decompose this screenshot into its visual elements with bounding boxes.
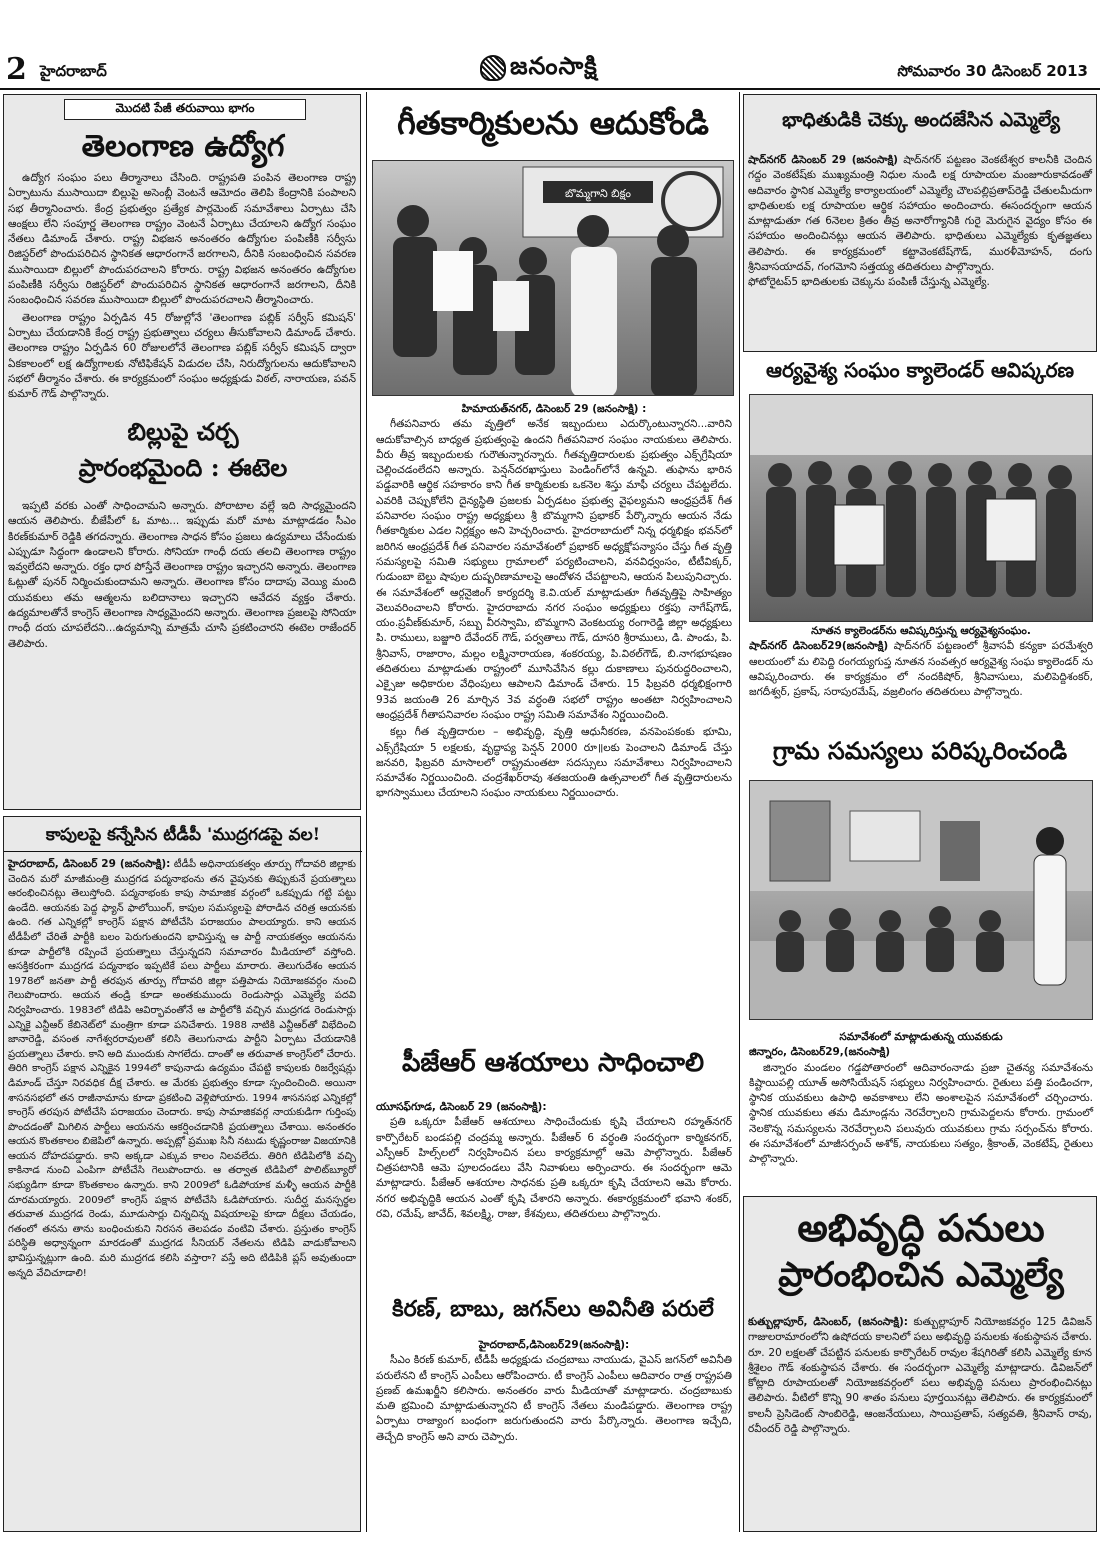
headline: పీజేఆర్ ఆశయాలు సాధించాలి <box>401 1048 705 1078</box>
article-body <box>749 1030 1093 1170</box>
dateline: యూసఫ్‌గూడ, డిసెంబర్ 29 (జనంసాక్షి): <box>376 1101 547 1113</box>
paragraph: షాద్‌నగర్ పట్టణం వెంకటేశ్వర కాలనీకి చెందిన గద్దం వెంకటేష్‌కు ముఖ్యమంత్రి నిధుల నుండి లక్ష రూపాయల మంజూరుకావడంతో ఆదివారం స్థానిక ఎమ్మెల్యే కార్యాలయంలో ఎమ్మెల్యే చౌలపల్లిప్రతాప్‌రెడ్డి చేతులమీదుగా భాధితులకు లక్ష రూపాయల ఆర్థిక సహాయం అందించారు. ఈసందర్భంగా ఆయన మాట్లాడుతూ గత 6నెలల క్రితం తీవ్ర అనారోగ్యానికి గురై మెరుగైన వైద్యం కోసం ఈ సహాయం అందించినట్లు ఆయన తెలిపారు. భాధితులు ఎమ్మెల్యేకు కృతజ్ఞతలు తెలిపారు. ఈ కార్యక్రమంలో కట్టావెంకటేష్‌గౌడ్, మురళీమోహన్, దంగు శ్రీనివాసయాదవ్, గంగమోని సత్తయ్య తదితరులు పాల్గొన్నారు. <box>748 154 1092 274</box>
dateline: హిమాయత్‌నగర్, డిసెంబర్ 29 (జనంసాక్షి) : <box>461 403 647 415</box>
article-body <box>749 624 1093 700</box>
divider <box>4 851 362 852</box>
dateline: హైదరాబాద్, డిసెంబర్ 29 (జనంసాక్షి): <box>8 858 171 870</box>
dateline: కుత్బుల్లాపూర్, డిసెంబర్, (జనంసాక్షి): <box>748 1316 909 1328</box>
headline: ప్రారంభమైంది : ఈటెల <box>78 453 288 482</box>
dateline: జిన్నారం, డిసెంబర్29,(జనంసాక్షి) <box>749 1046 891 1059</box>
headline: కిరణ్, బాబు, జగన్‌లు అవినీతి పరులే <box>392 1296 714 1322</box>
paragraph: టీడీపీ అధినాయకత్వం తూర్పు గోదావరి జిల్లాకు చెందిన మరో మాజీమంత్రి ముద్రగడ పద్మనాభంను తన వైపునకు తిప్పుకునే ప్రయత్నాలు ఆరంభించినట్లు తెలుస్తోంది. పద్మనాభంకు కాపు సామాజిక వర్గంలో ఒకప్పుడు గట్టి పట్టు ఉండేది. ఆయనకు పెద్ద ఫ్యాన్ ఫాలోయింగ్, కాపుల సమస్యలపై పోరాడిన చరిత్ర ఆయనకు ఉంది. గత ఎన్నికల్లో కాంగ్రెస్ పక్షాన పోటీచేసి పరాజయం పాలయ్యారు. కాని ఆయన టీడీపీలో చేరితే పార్టీకి బలం పెరుగుతుందని భావిస్తున్న ఆ పార్టీ నాయకత్వం ఆయనను కూడా పార్టీలోకి రప్పించే ప్రయత్నాలు చేస్తున్నదని సమాచారం మీడియాలో వస్తోంది. ఆసక్తికరంగా ముద్రగడ పద్మనాభం ఇప్పటికే పలు పార్టీలు మారారు. తెలుగుదేశం ఆయన 1978లో జనతా పార్టీ తరపున తూర్పు గోదావరి జిల్లా పత్తిపాడు నియోజకవర్గం నుంచి గెలుపొందారు. ఆయన తండ్రి కూడా అంతకుముందు రెండుసార్లు ఎమ్మెల్యే పదవి నిర్వహించారు. 1983లో టిడిపి ఆవిర్భావంతోనే ఆ పార్టీలోకి వచ్చిన ముద్రగడ రెండుసార్లు ఎన్నికై ఎన్టీఆర్ కేబినెట్‌లో మంత్రిగా కూడా పనిచేశారు. 1988 నాటికి ఎన్టీఆర్‌తో విభేదించి జానారెడ్డి, వసంత నాగేశ్వరరావులతో కలిసి తెలుగునాడు పార్టీని ఏర్పాటు చేయడానికి ప్రయత్నాలు చేశారు. కాని అది ముందుకు సాగలేదు. దాంతో ఆ తరువాత కాంగ్రెస్‌లో చేరారు. తిరిగి కాంగ్రెస్ పక్షాన ఎన్నికైన 1994లో కాపునాడు ఉద్యమం చేపట్టి కాపులకు రిజర్వేషన్లు డిమాండ్ చేస్తూ నిరవధిక దీక్ష చేశారు. ఆ మేరకు ప్రభుత్వం కూడా స్పందించింది. అయినా శాసనసభలో తన రాజీనామాను కూడా ప్రకటించి వెళ్లిపోయారు. 1994 శాసనసభ ఎన్నికల్లో కాంగ్రెస్ తరపున పోటీచేసి పరాజయం చెందారు. కాపు సామాజికవర్గ నాయకుడిగా గుర్తింపు పొందడంతో మిగిలిన పార్టీలు ఆయనను ఆకర్షించడానికి ప్రయత్నాలు చేశాయి. అనంతరం ఆయన కొంతకాలం బిజెపిలో ఉన్నారు. అప్పట్లో ప్రముఖ సినీ నటుడు కృష్ణంరాజు విజయానికి ఆయన దోహదపడ్డారు. కాని అక్కడా ఎక్కువ కాలం నిలవలేదు. తిరిగి టిడిపిలోకి వచ్చి కాకినాడ నుంచి ఎంపిగా పోటీచేసి గెలుపొందారు. ఆ తర్వాత టిడిపిలో పొలిట్‌బ్యూరో సభ్యుడిగా కూడా కొంతకాలం ఉన్నారు. కాని 2009లో ఓడిపోయాక మళ్ళీ ఆయన పార్టీకి దూరమయ్యారు. 2009లో కాంగ్రెస్ పక్షాన పోటీచేసి ఓడిపోయారు. సుదీర్ఘ మనస్పర్థల తరువాత ముద్రగడ రెండు, మూడుసార్లు చిన్నచిన్న విషయాలపై కూడా దీక్షలు చేయడం, గతంలో తనను తాను బంధించుకుని నిరసన తెలపడం వంటివి చేశారు. ప్రస్తుతం కాంగ్రెస్ పరిస్థితి అధ్వాన్నంగా మారడంతో ముద్రగడ సీనియర్ నేతలను టిడిపి వాడుకోవాలని భావిస్తున్నట్లుగా ఉంది. మరి ముద్రగడ కలిసి వస్తారా? వస్తే అది టిడిపికి ప్లస్ అవుతుందా అన్నది వేచిచూడాలి! <box>8 859 356 1279</box>
article-body <box>376 1338 732 1447</box>
photo-calendar-release <box>749 394 1093 622</box>
article-cheque-handover <box>743 94 1097 352</box>
masthead-logo-icon <box>480 55 506 81</box>
photo-scene <box>750 781 1093 1020</box>
dateline: షాద్‌నగర్ డిసెంబర్ 29 (జనంసాక్షి) <box>748 154 898 166</box>
paragraph: జిన్నారం మండలం గడ్డపోతారంలో ఆదివారంనాడు ప్రజా చైతన్య సమావేశంను కిష్టాయిపల్లి యూత్ అసోసియేషన్ సభ్యులు నిర్వహించారు. రైతులు పత్తి పండించగా, స్థానిక యువకులు ఉపాధి అవకాశాలు లేని అంశాలపైన సమావేశంలో చర్చించారు. స్థానిక యువకులు తమ డిమాండ్లను నెరవేర్చాలని గ్రామపెద్దలను కోరారు. గ్రామంలో నెలకొన్న సమస్యలను నెరవేర్చాలని పలువురు యువకులు గ్రామ సర్పంచ్‌ను కోరారు. ఈ సమావేశంలో మాజీసర్పంచ్ అశోక్, నాయకులు సత్యం, శ్రీకాంత్, వెంకటేష్, రైతులు పాల్గొన్నారు. <box>749 1061 1093 1166</box>
masthead <box>480 48 640 88</box>
photo-scene <box>373 161 734 396</box>
article-body <box>748 1315 1092 1437</box>
headline: తెలంగాణ ఉద్యోగ <box>81 129 285 164</box>
article-kapu-tdp <box>3 816 361 1532</box>
photo-caption: సమావేశంలో మాట్లాడుతున్న యువకుడు <box>839 1031 1003 1043</box>
article-body <box>376 402 732 804</box>
article-body <box>8 857 356 1281</box>
photo-banner-text: బొమ్మగాని బిక్షం <box>565 187 631 200</box>
photo-village-meeting <box>749 780 1093 1020</box>
article-telangana-employees <box>3 94 361 810</box>
photo-scene <box>750 395 1093 622</box>
dateline: షాద్‌నగర్ డిసెంబర్29(జనంసాక్షి) <box>749 640 889 653</box>
headline: కాపులపై కన్నేసిన టీడీపీ 'ముద్రగడపై వల! <box>45 825 321 845</box>
dateline: హైదరాబాద్,డిసెంబర్29(జనంసాక్షి): <box>478 1339 630 1351</box>
page-city: హైదరాబాద్ <box>40 62 107 80</box>
column-divider <box>366 92 367 1532</box>
issue-date: సోమవారం 30 డిసెంబర్ 2013 <box>897 62 1088 80</box>
headline: ఆర్యవైశ్య సంఘం క్యాలెండర్ ఆవిష్కరణ <box>766 358 1074 382</box>
column-divider <box>739 92 740 1532</box>
headline: అభివృద్ధి పనులు <box>797 1205 1045 1250</box>
photo-geetha-workers-meeting <box>372 160 734 396</box>
article-development-works <box>743 1196 1097 1532</box>
paragraph: సీఎం కిరణ్ కుమార్, టీడీపీ అధ్యక్షుడు చంద్రబాబు నాయుడు, వైఎస్ జగన్‌లో అవినీతి పరులేనని టీ కాంగ్రెస్ ఎంపీలు ఆరోపించారు. టీ కాంగ్రెస్ ఎంపీలు ఆదివారం రాత్ర రాష్ట్రపతి ప్రణబ్ ఉమఖర్జీని కలిసారు. అనంతరం వారు మీడియాతో మాట్లాడారు. చంద్రబాబుకు మతి భ్రమించి మాట్లాడుతున్నారని టీ కాంగ్రెస్ నేతలు మండిపడ్డారు. తెలంగాణ రాష్ట్ర ఏర్పాటు రాజ్యాంగ బంధంగా జరుగుతుందని వారు పేర్కొన్నారు. తెలంగాణ ఇచ్చేది, తెచ్చేది కాంగ్రెస్ అని వారు చెప్పారు. <box>376 1354 732 1443</box>
paragraph: ఉద్యోగ సంఘం పలు తీర్మానాలు చేసింది. రాష్ట్రపతి పంపిన తెలంగాణ రాష్ట్ర ఏర్పాటును ముసాయిదా బిల్లుపై అసెంబ్లీ వెంటనే ఆమోదం తెలిపి కేంద్రానికి పంపాలని సభ తీర్మానించారు. కేంద్ర ప్రభుత్వం ప్రత్యేక పార్లమెంట్ సమావేశాలు ఏర్పాటు చేసి ఆంక్షలు లేని సంపూర్ణ తెలంగాణ రాష్ట్రం వెంటనే ఏర్పాటు చేయాలని ఉద్యోగ సంఘం నేతలు డిమాండ్ చేశారు. రాష్ట్ర విభజన అనంతరం ఉద్యోగుల పంపిణీకి సర్వీసు రిజిస్టర్‌లో పొందుపరిచిన స్థానికత ఆధారంగానే జరగాలని, దీనికి సంబంధించిన సవరణ ముసాయిదా బిల్లులో పొందుపరచాలని కోరారు. రాష్ట్ర విభజన అనంతరం ఉద్యోగుల పంపిణీకి సర్వీసు రిజిస్టర్‌లో పొందుపరిచిన స్థానికత ఆధారంగానే జరగాలని, దీనికి సంబంధించిన సవరణ ముసాయిదా బిల్లులో పొందుపరచాలని తీర్మానించారు. <box>8 172 356 307</box>
masthead-name: జనంసాక్షి <box>510 50 598 80</box>
photo-caption: నూతన క్యాలెండర్‌ను ఆవిష్కరిస్తున్న ఆర్యవైశ్యసంఘం. <box>811 625 1031 637</box>
headline: గీతకార్మికులను ఆదుకోండి <box>397 104 709 142</box>
paragraph: గీతపనివారు తమ వృత్తిలో అనేక ఇబ్బందులు ఎదుర్కొంటున్నారని...వారిని ఆదుకోవాల్సిన బాధ్యత ప్రభుత్వంపై ఉందని గీతపనివార సంఘం నాయకులు తెలిపారు. వీరు తీవ్ర ఇబ్బందులకు గురౌతున్నారన్నారు. గీతవృత్తిదారులకు ప్రభుత్వం ఎక్స్‌గ్రేషియా చెల్లించడంలేదని అన్నారు. పెన్షన్‌దరఖాస్తులు పెండింగ్‌లోనే ఉన్నవి. తుఫాను భారిన పడ్డవారికి ఆర్థిక సహకారం కాని గీత కార్మికులకు ఒకనెల శిస్తు మాఫీ చర్యలు చేపట్టలేదు. ఎవరికి చెప్పుకోలేని దైన్యస్థితి ప్రజలకు ఏర్పడటం ప్రభుత్వ వైఫల్యమని ఆంధ్రప్రదేశ్ గీత పనివారల సంఘం రాష్ట్ర అధ్యక్షులు శ్రీ బొమ్మగాని ప్రభాకర్ పేర్కొన్నారు ఆయన నేడు గీతకార్మికుల ఎడల నిర్లక్ష్యం అని హెచ్చరించారు. హైదరాబాదులో నిన్న ధర్మభిక్షం భవన్‌లో జరిగిన ఆంధ్రప్రదేశ్ గీత పనివారల సమావేశంలో ప్రభాకర్ అధ్యక్షోపన్యాసం చేస్తు గీత వృత్తి సమస్యలపై సమితి సభ్యులు గ్రామాలలో పర్యటించాలని, వనవిధ్వంసం, టీటీవిక్కర్, గుడుంబా బెల్టు షాపుల దుష్పరిణామాలపై ఆందోళన చేపట్టాలని, ఆయన పిలుపునిచ్చారు. ఈ సమావేశంలో ఆర్గనైజింగ్ కార్యదర్శి కె.వి.యల్ మాట్లాడుతూ గీతవృత్తిపై సాహిత్యం వెలువరించాలని కోరారు. హైదరాబాదు నగర సంఘం అధ్యక్షులు రక్తపు నాగేష్‌గౌడ్, యం.ప్రవీణ్‌కుమార్, సబ్బు వీరస్వామి, బొమ్మగాని వెంకటయ్య రంగారెడ్డి జిల్లా అధ్యక్షులు పి. రాములు, బజ్జూరి దేవేందర్ గౌడ్, పర్వతాలు గౌడ్, దూసరి శ్రీరాములు, డి. పాండు, పి. శ్రీనివాస్, రాజారాం, మల్లం లక్ష్మినారాయణ, శంకరయ్య, పి.విఠల్‌గౌడ్, బి.నాగభూషణం తదితరులు మాట్లాడుతు రాష్ట్రంలో మూసివేసిన కల్లు దుకాణాలు పునరుద్ధరించాలని, ఎక్సైజు అధికారుల వేధింపులు ఆపాలని డిమాండ్ చేశారు. 15 ఫిబ్రవరి ధర్మభిక్షంగారి 93వ జయంతి 26 మార్చిన 3వ వర్ధంతి సభలో రాష్ట్రం అంతటా నిర్వహించాలని ఆంధ్రప్రదేశ్ గీతాపనివారల సంఘం రాష్ట్ర సమితి సమావేశం నిర్ణయించింది. <box>376 418 732 721</box>
headline: భాధితుడికి చెక్కు అందజేసిన ఎమ్మెల్యే <box>782 109 1060 131</box>
headline: గ్రామ సమస్యలు పరిష్కరించండి <box>772 736 1068 765</box>
kicker: మొదటి పేజీ తరువాయి భాగం <box>64 99 306 120</box>
article-body <box>8 171 356 404</box>
article-body <box>748 153 1092 293</box>
paragraph: కల్లు గీత వృత్తిదారుల – అభివృద్ధి, వృత్తి ఆధునీకరణ, వనపెంపకంకు భూమి, ఎక్స్‌గ్రేషియా 5 లక్షలకు, వృద్ధాప్య పెన్షన్ 2000 రూ॥లకు పెంచాలని డిమాండ్ చేస్తు జనవరి, ఫిబ్రవరి మాసాలలో రాష్ట్రమంతటా సదస్సులు సమావేశాలు నిర్వహించాలని సమావేశం నిర్ణయించింది. చంద్రశేఖర్‌రావు శతజయంతి ఉత్సవాలలో గీత వృత్తిదారులను భాగస్వాములు చేయాలని సంఘం నాయకులు నిర్ణయించారు. <box>376 726 732 800</box>
paragraph: తెలంగాణ రాష్ట్రం ఏర్పడిన 45 రోజుల్లోనే 'తెలంగాణ పబ్లిక్ సర్వీస్ కమిషన్' ఏర్పాటు చేయడానికి కేంద్ర రాష్ట్ర ప్రభుత్వాలు చర్యలు తీసుకోవాలని డిమాండ్ చేశారు. తెలంగాణ రాష్ట్రం ఏర్పడిన 60 రోజులలోనే తెలంగాణ పబ్లిక్ సర్వీస్ కమిషన్ ద్వారా ఏకకాలంలో లక్ష ఉద్యోగాలకు నోటిఫికేషన్ విడుదల చేసి, నిరుద్యోగులను ఆదుకోవాలని సభలో తీర్మానం చేశారు. ఈ కార్యక్రమంలో సంఘం అధ్యక్షుడు విఠల్, నారాయణ, పవన్ కుమార్ గౌడ్ పాల్గొన్నారు. <box>8 311 356 401</box>
article-body <box>8 499 356 654</box>
article-body <box>376 1100 732 1224</box>
header-rule <box>0 88 1100 90</box>
headline: ప్రారంభించిన ఎమ్మెల్యే <box>778 1255 1064 1295</box>
paragraph: కుత్బుల్లాపూర్ నియోజకవర్గం 125 డివిజన్ గాజులరామారంలోని ఉషోదయ కాలనిలో పలు అభివృద్ధి పనులకు శంకుస్థాపన చేశారు. రూ. 20 లక్షలతో చేపట్టిన పనులకు కార్పొరేటర్ రావుల శేషగిరితో కలిసి ఎమ్మెల్యే కూన శ్రీశైలం గౌడ్ శంకుస్థాపన చేశారు. ఈ సందర్భంగా ఎమ్మెల్యే మాట్లాడారు. డివిజన్‌లో కోట్లాది రూపాయలతో నియోజకవర్గంలో పలు అభివృద్ధి పనులు ప్రారంభించినట్లు తెలిపారు. వీటిలో కొన్ని 90 శాతం పనులు పూర్తయినట్లు తెలిపారు. ఈ కార్యక్రమంలో కాలనీ ప్రెసిడెంట్ సాంబిరెడ్డి, ఆంజనేయులు, సాయిప్రతాప్, సత్యవతి, శ్రీనివాస్ రావు, రవీందర్ రెడ్డి పాల్గొన్నారు. <box>748 1316 1093 1436</box>
paragraph: ఇప్పటి వరకు ఎంతో సాధించామని అన్నారు. పోరాటాల వల్లే ఇది సాధ్యమైందని ఆయన తెలిపారు. బీజేపీలో ఓ మాట... ఇప్పుడు మరో మాట మాట్లాడడం సీఎం కిరణ్‌కుమార్ రెడ్డికి తగదన్నారు. తెలంగాణ సాధన కోసం ప్రజలు ఉద్యమాలు చేసేందుకు ఎప్పుడూ సిద్ధంగా ఉండాలని కోరారు. సోనియా గాంధీ దయ తలచి తెలంగాణ రాష్ట్రం ఇవ్వలేదని అన్నారు. రక్తం ధార పోస్తేనే తెలంగాణ రాష్ట్రం ఇచ్చారని అన్నారు. తెలంగాణ ఓట్లుతో పునర్ నిర్మించుకుందామని అన్నారు. తెలంగాణ కోసం దాదాపు వెయ్యి మంది యువకులు తమ ఆత్మలను బలిదానాలు ఇచ్చారని ఆవేదన వ్యక్తం చేశారు. ఉద్యమాలతోనే కాంగ్రెస్ తెలంగాణ సాధ్యమైందని అన్నారు. తెలంగాణ ప్రజలపై సోనియా గాంధీ దయ చూపలేదని...ఉద్యమాన్ని మాత్రమే చూసి ప్రకటించారని ఈటెల రాజేందర్ తెలిపారు. <box>8 500 356 650</box>
headline: బిల్లుపై చర్చ <box>127 417 239 446</box>
paragraph: ఫోటోరైటప్5 భాదితులకు చెక్కును పంపిణీ చేస్తున్న ఎమ్మెల్యే. <box>748 276 990 289</box>
paragraph: షాద్‌నగర్ పట్టణంలో శ్రీవాసవీ కన్యకా పరమేశ్వరి ఆలయంలో మ లిపెద్ది రంగయ్యగుప్త నూతన సంవత్సర ఆర్యవైశ్య సంఘ క్యాలెండర్ ను ఆవిష్కరించారు. ఈ కార్యక్రమం లో నందకిషోర్, శ్రీనివాసులు, మలిపెద్దిశంకర్, జగదీశ్వర్, ప్రకాష్, సరాపురమేష్, వజ్రలింగం తదితరులు పాల్గొన్నారు. <box>749 640 1093 699</box>
page-number: 2 <box>6 52 27 87</box>
paragraph: ప్రతి ఒక్కరూ పీజేఆర్ ఆశయాలు సాధించేందుకు కృషి చేయాలని రహ్మత్‌నగర్ కార్పొరేటర్ బండపల్లి చంద్రమ్మ అన్నారు. పీజేఆర్ 6 వర్ధంతి సందర్భంగా కార్మికనగర్, ఎస్పీఆర్ హిల్స్‌లలో నిర్వహించిన పలు కార్యక్రమాల్లో ఆమె పాల్గొన్నారు. పీజేఆర్ చిత్రపటానికి ఆమె పూలదండలు వేసి నివాళులు అర్పించారు. ఈ సందర్భంగా ఆమె మాట్లాడారు. పీజేఆర్ ఆశయాల సాధనకు ప్రతి ఒక్కరూ కృషి చేయాలని ఆమె కోరారు. నగర అభివృద్ధికి ఆయన ఎంతో కృషి చేశారని అన్నారు. ఈకార్యక్రమంలో భవాని శంకర్, రవి, రమేష్, జావేద్, శివలక్ష్మి, రాజు, కేశవులు, తదితరులు పాల్గొన్నారు. <box>376 1116 732 1221</box>
